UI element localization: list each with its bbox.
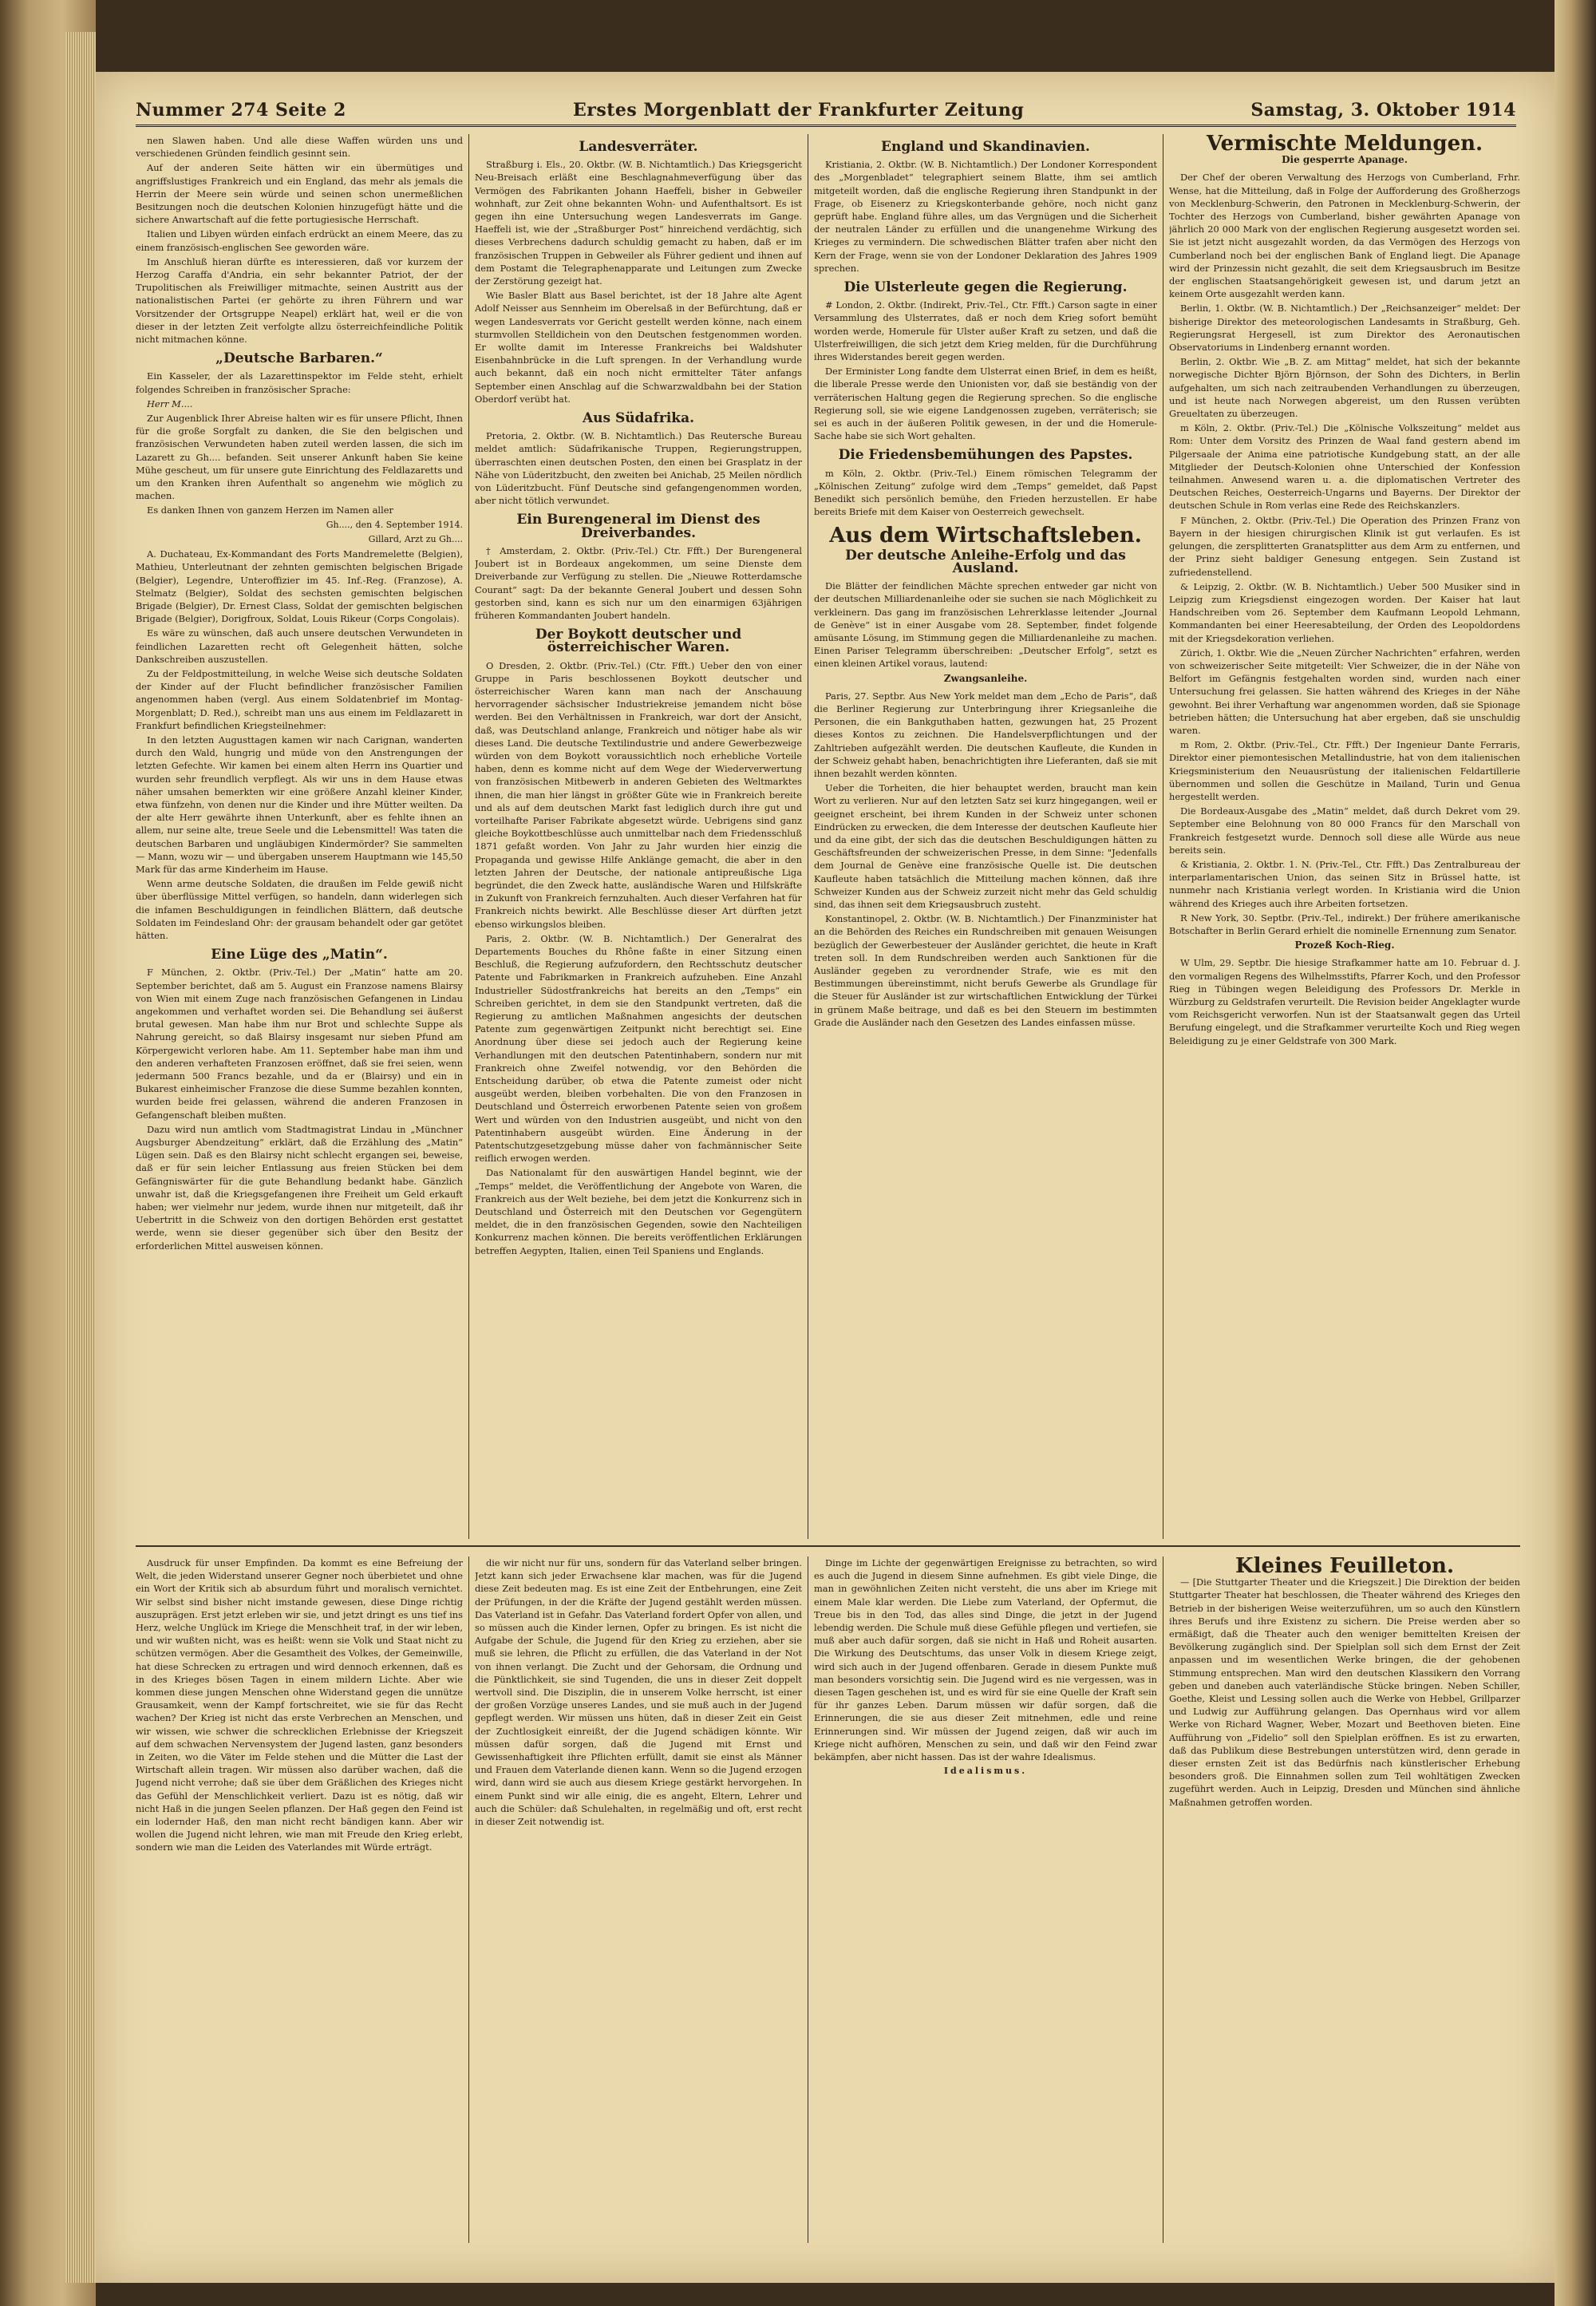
article-paragraph: Zürich, 1. Oktbr. Wie die „Neuen Zürcher Nachrichten“ erfahren, werden von schweizerischer Seite mitgeteilt: Vier Schweizer, die in der Nähe von Belfort im Gefängnis festgehalten worden sind, wurden nach einer Untersuchung frei gelassen. Sie hatten während des Krieges in der Nähe gewohnt. Bei ihrer Verhaftung war angenommen worden, daß sie Spionage betrieben hätten; die Untersuchung hat aber ergeben, daß sie unschuldig waren. [1169, 647, 1520, 736]
article-paragraph: A. Duchateau, Ex-Kommandant des Forts Mandremelette (Belgien), Mathieu, Unterleutnant der zehnten gemischten belgischen Brigade (Belgier), Legendre, Unteroffizier im 45. Inf.-Reg. (Franzose), A. Stelmatz (Belgier), Soldat des sechsten gemischten belgischen Brigade (Belgier), Dr. Ernest Class, Soldat der gemischten belgischen Brigade (Belgier), Dorigfroux, Soldat, Louis Rikeur (Corps Congolais). [136, 548, 463, 625]
headline-england-skandinavien: England und Skandinavien. [881, 139, 1090, 155]
subheading-zwangsanleihe: Zwangsanleihe. [943, 672, 1028, 684]
article-paragraph: Im Anschluß hieran dürfte es interessieren, daß vor kurzem der Herzog Caraffa d'Andria, ein sehr bekannter Patriot, der der Trupolitischen als Freiwilliger mitmachte, seinen Austritt aus der nationalistischen Partei (er gehörte zu ihren Führern und war Vorsitzender der Ortsgruppe Neapel) erklärt hat, weil er die von dieser in der letzten Zeit verfolgte allzu österreichfeindliche Politik nicht mitmachen könne. [136, 255, 463, 346]
masthead-title: Erstes Morgenblatt der Frankfurter Zeitung [572, 100, 1025, 121]
feuilleton-text: Dinge im Lichte der gegenwärtigen Ereignisse zu betrachten, so wird es auch die Jugend in diesem Sinne aufnehmen. Es gibt viele Dinge, die man in gewöhnlichen Zeiten nicht versteht, die uns aber im Kriege mit einem Male klar werden. Die Liebe zum Vaterland, der Opfermut, die Treue bis in den Tod, das alles sind Dinge, die jetzt in der Jugend lebendig werden. Die Schule muß diese Gefühle pflegen und vertiefen, sie muß aber auch dafür sorgen, daß sie nicht in Haß und Roheit ausarten. Die Wirkung des Deutschtums, das unser Volk in diesem Kriege zeigt, wird sich auch in der Jugend offenbaren. Gerade in diesem Punkte muß man besonders vorsichtig sein. Die Jugend wird es nie vergessen, was in diesen Tagen geschehen ist, und es wird für sie eine Quelle der Kraft sein für ihr ganzes Leben. Darum müssen wir dafür sorgen, daß die Erinnerungen, die sie aus dieser Zeit mitnehmen, edle und reine Erinnerungen sind. Wir müssen der Jugend zeigen, daß wir auch im Kriege nicht aufhören, Menschen zu sein, und daß wir den Feind zwar bekämpfen, aber nicht hassen. Das ist der wahre Idealismus. [814, 1557, 1157, 1763]
feuilleton-column-4 [1169, 1556, 1520, 2243]
book-binding-left [0, 0, 96, 2306]
article-paragraph: Ein Kasseler, der als Lazarettinspektor im Felde steht, erhielt folgendes Schreiben in französischer Sprache: [136, 370, 463, 395]
column-3 [814, 134, 1157, 1539]
feuilleton-column-1 [136, 1556, 463, 2243]
headline-burengeneral: Ein Burengeneral im Dienst des Dreiverbandes. [516, 512, 760, 541]
subheading-gesperrte-apanage: Die gesperrte Apanage. [1282, 154, 1408, 166]
feuilleton-text: Ausdruck für unser Empfinden. Da kommt es eine Befreiung der Welt, die jeden Widerstand unserer Gegner noch überbietet und ohne ein Wort der Kritik sich ab absurdum führt und moralisch vernichtet. Wir selbst sind bisher nicht imstande gewesen, diese Dinge richtig auszuprägen. Erst jetzt erleben wir sie, und jetzt dringt es uns tief ins Herz, welche Unglück im Kriege die Menschheit traf, in der wir leben, und wir wußten nicht, was es heißt: wenn sie Volk und Staat nicht zu schützen vermögen. Aber die Gesamtheit des Volkes, der Gemeinwille, hat diese Schrecken zu ertragen und wird dennoch erkennen, daß es in des Krieges bösen Tagen in einem mildern Lichte. Aber wie kommen diese jungen Menschen ohne Widerstand gegen die unnütze Grausamkeit, wenn der Kampf fortschreitet, wie sie für das Recht wachen? Der Krieg ist nicht das erste Verbrechen an Menschen, und wir wissen, wie schwer die schrecklichen Erlebnisse der Kriegszeit auf dem schwachen Nervensystem der Jugend lasten, ganz besonders in Zeiten, wo die Väter im Felde stehen und die Mütter die Last der Wirtschaft allein tragen. Wir müssen also darüber wachen, daß die Jugend nicht verrohe; daß sie über dem Gräßlichen des Krieges nicht das Gefühl der Menschlichkeit verliert. Dazu ist es nötig, daß wir nicht Haß in die jungen Seelen pflanzen. Der Haß gegen den Feind ist ein lodernder Haß, den man nicht recht bändigen kann. Aber wir wollen die Jugend nicht lehren, wie man mit Freude den Krieg erlebt, sondern wie man die Leiden des Vaterlandes mit Würde erträgt. [136, 1557, 463, 1853]
feuilleton-text: — [Die Stuttgarter Theater und die Kriegszeit.] Die Direktion der beiden Stuttgarter Theater hat beschlossen, die Theater während des Krieges den Betrieb in der bisherigen Weise weiterzuführen, um so auch den Künstlern ihres Berufs und ihre Existenz zu sichern. Die Preise werden aber so ermäßigt, daß die Theater auch den weniger bemittelten Kreisen der Bevölkerung zugänglich sind. Der Spielplan soll sich dem Ernst der Zeit anpassen und im wesentlichen Werke bringen, die der gehobenen Stimmung entsprechen. Man wird den deutschen Klassikern den Vorrang geben und daneben auch vaterländische Stücke bringen. Neben Schiller, Goethe, Kleist und Lessing sollen auch die Werke von Hebbel, Grillparzer und Ludwig zur Aufführung gelangen. Das Opernhaus wird vor allem Werke von Richard Wagner, Weber, Mozart und Beethoven bieten. Eine Aufführung von „Fidelio“ soll den Spielplan eröffnen. Es ist zu erwarten, daß das Publikum diese Bestrebungen unterstützen wird, denn gerade in dieser ernsten Zeit ist das Bedürfnis nach künstlerischer Erhebung besonders groß. Die Einnahmen sollen zum Teil wohltätigen Zwecken zugeführt werden. Auch in Leipzig, Dresden und München sind ähnliche Maßnahmen getroffen worden. [1169, 1576, 1520, 1808]
article-paragraph: Paris, 2. Oktbr. (W. B. Nichtamtlich.) Der Generalrat des Departements Bouches du Rhône faßte in einer Sitzung einen Beschluß, die Regierung aufzufordern, den Rechtsschutz deutscher Patente und Fabrikmarken in Frankreich aufzuheben. Eine Anzahl Industrieller Südostfrankreichs hat bereits an den „Temps“ ein Schreiben gerichtet, in dem sie den Standpunkt vertreten, daß die Regierung zu amtlichen Maßnahmen angesichts der deutschen Patente zum gegenwärtigen Zeitpunkt nicht berechtigt sei. Eine Anordnung über diese sei jedoch auch der Regierung keine Verhandlungen mit den deutschen Patentinhabern, sondern nur mit Frankreich ohne Zweifel notwendig, vor den Behörden die Entscheidung darüber, ob etwa die Patente zumeist oder nicht ausgeübt werden, bleiben vorbehalten. Die von den Franzosen in Deutschland und Österreich erworbenen Patente seien von großem Wert und würden von den Industrien ausgeübt, und nicht von den Patentinhabern ausgeübt würden. Eine Änderung in der Patentschutzgesetzgebung müsse daher von fachmännischer Seite reiflich erwogen werden. [475, 932, 802, 1165]
masthead-date: Samstag, 3. Oktober 1914 [1250, 100, 1516, 121]
headline-aus-suedafrika: Aus Südafrika. [582, 410, 695, 427]
feuilleton-column-2 [475, 1556, 802, 2243]
article-paragraph: Herr M.... [147, 398, 193, 409]
feuilleton-column-3 [814, 1556, 1157, 2243]
masthead-issue: Nummer 274 Seite 2 [136, 100, 346, 121]
headline-ulsterleute: Die Ulsterleute gegen die Regierung. [843, 279, 1128, 296]
column-1 [136, 134, 463, 1539]
section-heading-vermischte-meldungen: Vermischte Meldungen. [1206, 134, 1483, 156]
article-paragraph: W Ulm, 29. Septbr. Die hiesige Strafkammer hatte am 10. Februar d. J. den vormaligen Regens des Wilhelmsstifts, Pfarrer Koch, und den Professor Rieg in Tübingen wegen Beleidigung des Professors Dr. Merkle in Würzburg zu Geldstrafen verurteilt. Die Revision beider Angeklagter wurde vom Reichsgericht verworfen. Nun ist der Staatsanwalt gegen das Urteil Berufung eingelegt, und die Strafkammer verurteilte Koch und Rieg wegen Beleidigung zu je einer Geldstrafe von 300 Mark. [1169, 957, 1520, 1046]
article-paragraph: Der Erminister Long fandte dem Ulsterrat einen Brief, in dem es heißt, die liberale Presse werde den Unionisten vor, daß sie beständig von der verräterischen Haltung gegen die Regierung sprechen. So die englische Regierung soll, sie wie eigene Landgenossen zugeben, verräterisch; sie sei es auch in der äußeren Politik gewesen, in der und die Homerule-Sache habe sie sich Wort gehalten. [814, 366, 1157, 442]
subheading-prozess-koch-rieg: Prozeß Koch-Rieg. [1294, 939, 1395, 951]
section-heading-wirtschaftsleben: Aus dem Wirtschaftsleben. [829, 524, 1142, 548]
column-2 [475, 134, 802, 1539]
column-rule [468, 134, 469, 1539]
article-paragraph: O Dresden, 2. Oktbr. (Priv.-Tel.) (Ctr. Ffft.) Ueber den von einer Gruppe in Paris beschlossenen Boykott deutscher und österreichischer Waren kann man nach der Anschauung hervorragender sächsischer Industriekreise jemandem nicht böse werden. Bei den Verhältnissen in Frankreich, war dort der Ansicht, daß, was Deutschland anlange, Frankreich und nötiger habe als wir dieses Land. Die deutsche Textilindustrie und andere Gewerbezweige würden von dem Boykott voraussichtlich noch erhebliche Vorteile haben, denn es komme nicht auf dem Wege der Wiederverwertung von französischen Mitbewerb in anderen Gebieten des Weltmarktes ihnen, die man hier längst in größter Güte wie in Frankreich bereite und als auf dem deutschen Markt fast lediglich durch ihre gut und vorteilhafte Pariser Fabrikate abgesetzt würde. Uebrigens sind ganz gleiche Boykottbeschlüsse auch unmittelbar nach dem Friedensschluß 1871 gefaßt worden. Von Jahr zu Jahr wurden hier einzig die Propaganda und gewisse Hilfe Anklänge gemacht, die aber in den letzten Jahren der Deutsche, der nationale antipreußische Liga begründet, die den Zweck hatte, ausländische Waren und Hilfskräfte in Zukunft von Frankreich fernzuhalten. Auch dieser Verfahren hat für Frankreich nichts bewirkt. Alle Beschlüsse dieser Art dürften jetzt ebenso wirkungslos bleiben. [475, 659, 802, 930]
article-paragraph: In den letzten Augusttagen kamen wir nach Carignan, wanderten durch den Wald, hungrig und müde von den Anstrengungen der letzten Gefechte. Wir kamen bei einem alten Herrn ins Quartier und wurden sehr freundlich verpflegt. Als wir uns in dem Hause etwas näher umsahen bemerkten wir eine größere Anzahl kleiner Kinder, etwa fünfzehn, von denen nur die Kinder und ihre Mütter weilten. Da der alte Herr gewährte ihnen Unterkunft, aber es fehlte ihnen an allem, nur seine alte, treue Seele und die Lebensmittel! Was taten die deutschen Barbaren und ungläubigen Kindermörder? Sie sammelten — Mann, wozu wir — und übergaben unserem Hauptmann wie 145,50 Mark für das arme Kinderheim im Hause. [136, 734, 463, 875]
book-binding-right [1555, 0, 1596, 2306]
page-edges [65, 32, 96, 2283]
newspaper-page [96, 72, 1555, 2283]
headline-papst: Die Friedensbemühungen des Papstes. [838, 447, 1133, 464]
article-paragraph: Zu der Feldpostmitteilung, in welche Weise sich deutsche Soldaten der Kinder auf der Flucht befindlicher französischer Familien angenommen haben (vergl. Aus einem Soldatenbrief im Montag-Morgenblatt; D. Red.), schreibt man uns aus einem im Feldlazarett in Frankfurt befindlichen Kriegsteilnehmer: [136, 667, 463, 731]
article-paragraph: † Amsterdam, 2. Oktbr. (Priv.-Tel.) Ctr. Ffft.) Der Burengeneral Joubert ist in Bordeaux angekommen, um seine Dienste dem Dreiverbande zur Verfügung zu stellen. Die „Nieuwe Rotterdamsche Courant“ sagt: Da der bekannte General Joubert und dessen Sohn gestorben sind, kann es sich nur um den einarmigen 63jährigen früheren Kommandanten Joubert handeln. [475, 544, 802, 621]
article-paragraph: m Rom, 2. Oktbr. (Priv.-Tel., Ctr. Ffft.) Der Ingenieur Dante Ferraris, Direktor einer piemontesischen Metallindustrie, hat von dem italienischen Kriegsministerium den Neuausrüstung der italienischen Feldartillerie übernommen und sollen die Geschütze in Mailand, Turin und Genua hergestellt werden. [1169, 739, 1520, 802]
article-paragraph: nen Slawen haben. Und alle diese Waffen würden uns und verschiedenen Gründen feindlich gesinnt sein. [136, 135, 463, 160]
article-paragraph: m Köln, 2. Oktbr. (Priv.-Tel.) Einem römischen Telegramm der „Kölnischen Zeitung“ zufolge wird dem „Temps“ gemeldet, daß Papst Benedikt sich persönlich bemühe, den Frieden herzustellen. Er habe bereits Briefe mit dem Kaiser von Oesterreich gewechselt. [814, 467, 1157, 518]
column-4 [1169, 134, 1520, 1539]
article-paragraph: Auf der anderen Seite hätten wir ein übermütiges und angriffslustiges Frankreich und ein England, das mehr als jemals die Herrin der Meere sein würde und seinen schon unermeßlichen Besitzungen noch die deutschen Kolonien hinzugefügt hätte und die sichere Anwartschaft auf die fette portugiesische Herrschaft. [136, 162, 463, 226]
article-paragraph: Kristiania, 2. Oktbr. (W. B. Nichtamtlich.) Der Londoner Korrespondent des „Morgenbladet“ telegraphiert seinem Blatte, ihm sei amtlich mitgeteilt worden, daß die englische Regierung ihren Standpunkt in der Frage, ob Eisenerz zu Kriegskonterbande gehöre, noch nicht ganz geprüft habe. England führe alles, um das Vergnügen und die Sicherheit der neutralen Länder zu erfüllen und die unangenehme Wirkung des Krieges zu vermindern. Die schwedischen Blätter trafen aber nicht den Kern der Frage, wenn sie von der Londoner Deklaration des Jahres 1909 sprechen. [814, 159, 1157, 274]
section-heading-kleines-feuilleton: Kleines Feuilleton. [1235, 1556, 1454, 1578]
article-paragraph: Berlin, 1. Oktbr. (W. B. Nichtamtlich.) Der „Reichsanzeiger“ meldet: Der bisherige Direktor des meteorologischen Landesamts in Straßburg, Geh. Regierungsrat Hergesell, ist zum Direktor des Aeronautischen Observatoriums in Lindenberg ernannt worden. [1169, 303, 1520, 354]
article-paragraph: Es wäre zu wünschen, daß auch unsere deutschen Verwundeten in feindlichen Lazaretten recht oft Gelegenheit hätten, solche Dankschreiben auszustellen. [136, 627, 463, 665]
article-paragraph: # London, 2. Oktbr. (Indirekt, Priv.-Tel., Ctr. Ffft.) Carson sagte in einer Versammlung des Ulsterrates, daß er noch dem Krieg sofort bemüht worden werde, Homerule für Ulster außer Kraft zu setzen, und daß die Ulsterfreiwilligen, die sich jetzt dem Krieg melden, für die Durchführung ihres Widerstandes bereit gegen werden. [814, 299, 1157, 363]
headline-landesverraeter: Landesverräter. [579, 139, 698, 155]
article-paragraph: Wenn arme deutsche Soldaten, die draußen im Felde gewiß nicht über überflüssige Mittel verfügen, so handeln, dann widerlegen sich die infamen Beschuldigungen in feindlichen Blättern, daß deutsche Soldaten im Feindesland Ohr: der grausam behandelt oder gar getötet hätten. [136, 878, 463, 941]
column-rule [468, 1556, 469, 2243]
article-paragraph: Ueber die Torheiten, die hier behauptet werden, braucht man kein Wort zu verlieren. Nur auf den letzten Satz sei kurz hingegangen, weil er geeignet erscheint, bei ihrem Kunden in der Schweiz unter schonen Eindrücken zu erwecken, die dem Interesse der deutschen Kaufleute hier und da eine gibt, der sich das die deutschen Beschuldigungen hätten zu Geschäftsfreunden der schweizerischen Presse, in dem Sinne: "Jedenfalls dem Journal de Genève eine französische Quelle ist. Die deutschen Kaufleute haben tatsächlich die Mitteilung machen können, daß ihre Schweizer Kunden aus der Schweiz zurzeit nicht mehr das Geld schuldig sind, das ihnen seit dem Kriegsausbruch zusteht. [814, 782, 1157, 910]
letter-date: Gh...., den 4. September 1914. [326, 519, 463, 530]
article-paragraph: F München, 2. Oktbr. (Priv.-Tel.) Die Operation des Prinzen Franz von Bayern in der hiesigen chirurgischen Klinik ist gut verlaufen. Es ist gelungen, die zersplitterten Granatsplitter aus dem Arm zu entfernen, und der Prinz sieht baldiger Genesung entgegen. Sein Zustand ist zufriedenstellend. [1169, 514, 1520, 578]
article-paragraph: Zur Augenblick Ihrer Abreise halten wir es für unsere Pflicht, Ihnen für die große Sorgfalt zu danken, die Sie den belgischen und französischen Verwundeten haben zuteil werden lassen, die sich im Lazarett zu Gh.... befanden. Seit unserer Ankunft haben Sie keine Mühe gescheut, um für unsere gute Einrichtung des Feldlazaretts und um den Kranken ihren Aufenthalt so angenehm wie möglich zu machen. [136, 413, 463, 502]
feuilleton-text: die wir nicht nur für uns, sondern für das Vaterland selber bringen. Jetzt kann sich jeder Erwachsene klar machen, was für die Jugend diese Zeit bedeuten mag. Es ist eine Zeit der Entbehrungen, eine Zeit der Prüfungen, in der die Kräfte der Jugend gestählt werden müssen. Das Vaterland ist in Gefahr. Das Vaterland fordert Opfer von allen, und so müssen auch die Kinder lernen, Opfer zu bringen. Es ist nicht die Aufgabe der Schule, die Jugend für den Krieg zu erziehen, aber sie muß sie lehren, die Pflicht zu erfüllen, die das Vaterland in der Not von ihnen verlangt. Die Zucht und der Gehorsam, die Ordnung und die Pünktlichkeit, sie sind Tugenden, die uns in dieser Zeit doppelt wertvoll sind. Die Disziplin, die in unserem Volke herrscht, ist einer der großen Vorzüge unseres Landes, und sie muß auch in der Jugend gepflegt werden. Wir müssen uns hüten, daß in dieser Zeit ein Geist der Zuchtlosigkeit einreißt, der die Jugend schädigen könnte. Wir müssen dafür sorgen, daß die Jugend mit Ernst und Gewissenhaftigkeit ihre Pflichten erfüllt, damit sie einst als Männer und Frauen dem Vaterlande dienen kann. Wenn so die Jugend erzogen wird, dann wird sie auch aus diesem Kriege gestärkt hervorgehen. In einem Punkt sind wir alle einig, die es angeht, Eltern, Lehrer und auch die Schüler: daß Schulehalten, in regelmäßig und oft, erst recht in dieser Zeit notwendig ist. [475, 1557, 802, 1828]
article-paragraph: Der Chef der oberen Verwaltung des Herzogs von Cumberland, Frhr. Wense, hat die Mitteilung, daß in Folge der Aufforderung des Großherzogs von Mecklenburg-Schwerin, den Patronen in Mecklenburg-Schwerin, der Tochter des Herzogs von Cumberland, bisher gewährten Apanage von jährlich 20 000 Mark von der englischen Regierung ausgesetzt worden sei. Sie ist jetzt nicht ausgezahlt worden, da das Vermögen des Herzogs von Cumberland noch bei der englischen Bank of England liegt. Die Apanage wird der Prinzessin nicht gezahlt, die seit dem Kriegsausbruch im Besitze der englischen Staatsangehörigkeit gewesen ist, und darum jetzt an keinem Orte ausgezahlt werden kann. [1169, 172, 1520, 300]
article-paragraph: R New York, 30. Septbr. (Priv.-Tel., indirekt.) Der frühere amerikanische Botschafter in Berlin Gerard erhielt die nominelle Ernennung zum Senator. [1169, 912, 1520, 936]
article-paragraph: Die Blätter der feindlichen Mächte sprechen entweder gar nicht von der deutschen Milliardenanleihe oder sie suchen sie nach Möglichkeit zu verkleinern. Das gang im französischen Lehrerklasse leitender „Journal de Genève“ ist in einer Ausgabe vom 28. September, findet folgende amüsante Lösung, im Stimmung gegen die Milliardenanleihe zu machen. Einen Pariser Telegramm überschreiben: „Deutscher Erfolg“, setzt es einen kleinen Artikel voraus, lautend: [814, 580, 1157, 670]
article-paragraph: Das Nationalamt für den auswärtigen Handel beginnt, wie der „Temps“ meldet, die Veröffentlichung der Angebote von Waren, die Frankreich aus der Welt beziehe, bei dem jetzt die Konkurrenz sich in Deutschland und Österreich mit den Deutschen vor Gegengütern meldet, die in den französischen Gegenden, sowie den Nachteiligen Konkurrenz machen können. Die bereits veröffentlichen Erklärungen betreffen Aegypten, Italien, einen Teil Spaniens und Englands. [475, 1167, 802, 1256]
headline-luege-des-matin: Eine Lüge des „Matin“. [211, 947, 388, 963]
article-paragraph: Italien und Libyen würden einfach erdrückt an einem Meere, das zu einem französisch-englischen See geworden wäre. [136, 228, 463, 253]
feuilleton-divider [136, 1545, 1520, 1547]
headline-boykott: Der Boykott deutscher und österreichischer Waren. [535, 627, 742, 656]
letter-signature: Gillard, Arzt zu Gh.... [368, 533, 463, 544]
article-paragraph: & Leipzig, 2. Oktbr. (W. B. Nichtamtlich.) Ueber 500 Musiker sind in Leipzig zum Kriegsdienst eingezogen worden. Der Kaiser hat laut Handschreiben vom 26. September dem Kaufmann Leopold Lehmann, Kommandanten bei einer Heeresabteilung, der Orden des Leopoldordens mit der Kriegsdekoration verliehen. [1169, 580, 1520, 644]
headline-anleihe-erfolg: Der deutsche Anleihe-Erfolg und das Ausland. [845, 547, 1126, 576]
article-paragraph: Wie Basler Blatt aus Basel berichtet, ist der 18 Jahre alte Agent Adolf Neisser aus Sennheim im Oberelsaß in der Befürchtung, daß er wegen Landesverrats vor Gericht gestellt werden könne, nach einem sturmvollen Stelldichein von den Deutschen festgenommen worden. Er wollte damit im Interesse Frankreichs bei Waldshuter Eisenbahnbrücke in die Luft sprengen. In der Verhandlung wurde auch bekannt, daß ein noch nicht ermittelter Täter anfangs September einen Anschlag auf die Schwarzwaldbahn bei der Station Oberdorf verübt hat. [475, 290, 802, 405]
article-paragraph: m Köln, 2. Oktbr. (Priv.-Tel.) Die „Kölnische Volkszeitung“ meldet aus Rom: Unter dem Vorsitz des Prinzen de Waal fand gestern abend im Pilgersaale der Anima eine patriotische Kundgebung statt, an der alle Mitglieder der Deutsch-Kolonien ohne Unterschied der Konfession teilnahmen. Anwesend waren u. a. die diplomatischen Vertreter des Deutschen Reiches, Oesterreich-Ungarns und Bayerns. Der Direktor der deutschen Schule in Rom verlas eine Rede des Reichskanzlers. [1169, 422, 1520, 512]
feuilleton-closing-word: Idealismus. [943, 1766, 1028, 1777]
article-paragraph: Paris, 27. Septbr. Aus New York meldet man dem „Echo de Paris“, daß die Berliner Regierung zur Unterbringung ihrer Kriegsanleihe die Personen, die ein Bankguthaben hatten, gezwungen hat, 25 Prozent dieses Kontos zu zeichnen. Die Handelsverpflichtungen und der Zahltrieben aufgezählt werden. Die deutschen Kaufleute, die Kunden in der Schweiz gehabt haben, benachrichtigten ihre Lieferanten, daß sie mit ihnen bezahlt werden könnten. [814, 690, 1157, 779]
article-paragraph: Berlin, 2. Oktbr. Wie „B. Z. am Mittag“ meldet, hat sich der bekannte norwegische Dichter Björn Björnson, der Sohn des Dichters, in Berlin aufgehalten, um sich nach zeitraubenden Verhandlungen zu überzeugen, und ist heute nach Norwegen abgereist, um den Russen verübten Greueltaten zu überzeugen. [1169, 356, 1520, 420]
article-paragraph: Straßburg i. Els., 20. Oktbr. (W. B. Nichtamtlich.) Das Kriegsgericht Neu-Breisach erläßt eine Beschlagnahmeverfügung über das Vermögen des Fabrikanten Johann Haeffeli, bisher in Gebweiler wohnhaft, zur Zeit ohne bekannten Wohn- und Aufenthaltsort. Es ist gegen ihn eine Untersuchung wegen Landesverrats im Gange. Haeffeli ist, wie der „Straßburger Post“ hinreichend verdächtig, sich dieses Verbrechens dadurch schuldig gemacht zu haben, daß er im französischen Truppen in Gebweiler als Führer gedient und ihnen auf dem Postamt die Telegraphenapparate und Leitungen zum Zwecke der Zerstörung gezeigt hat. [475, 159, 802, 287]
article-paragraph: Dazu wird nun amtlich vom Stadtmagistrat Lindau in „Münchner Augsburger Abendzeitung“ erklärt, daß die Erzählung des „Matin“ Lügen sein. Daß es den Blairsy nicht schlecht ergangen sei, beweise, daß er für sein leicher Entlassung aus freien Stücken bei dem Gefängniswärter für die gute Behandlung bedankt habe. Gänzlich unwahr ist, daß die Kriegsgefangenen ihre Freiheit um Geld erkauft haben; wer vielmehr nur jedem, wurde ihnen nur mitgeteilt, daß ihr Uebertritt in die Schweiz von den dortigen Behörden erst gestattet werde, wenn sie dieser gegenüber sich über den Besitz der erforderlichen Mittel ausweisen können. [136, 1123, 463, 1252]
article-paragraph: Konstantinopel, 2. Oktbr. (W. B. Nichtamtlich.) Der Finanzminister hat an die Behörden des Reiches ein Rundschreiben mit genauen Weisungen bezüglich der Gewerbesteuer der Ausländer gerichtet, die heute in Kraft treten soll. In dem Rundschreiben werden auch Sanktionen für die Ausländer gegeben zu verordnender Strafe, wie es mit den Bestimmungen übereinstimmt, nicht berufs Gewerbe als Grundlage für die Steuer für Ausländer ist zur wirtschaftlichen Entwicklung der Türkei in grünem Maße beitrage, und daß es bei den Steuern im bestimmten Grade die Ausländer nach den Gesetzen des Landes einfassen müsse. [814, 913, 1157, 1028]
article-paragraph: F München, 2. Oktbr. (Priv.-Tel.) Der „Matin“ hatte am 20. September berichtet, daß am 5. August ein Franzose namens Blairsy von Wien mit einem Zuge nach französischen Gefangenen in Lindau angekommen und verhaftet worden sei. Die Behandlung sei äußerst brutal gewesen. Man habe ihm nur Brot und schlechte Suppe als Nahrung gereicht, so daß Blairsy insgesamt nur sieben Pfund am Körpergewicht verloren habe. Am 11. September habe man ihm und den anderen verhafteten Franzosen eröffnet, daß sie frei seien, wenn jedermann 500 Francs bezahle, und da er (Blairsy) und ein in Bukarest einheimischer Franzose die diese Summe bezahlen konnten, wurden beide frei gelassen, während die anderen Franzosen in Gefangenschaft bleiben mußten. [136, 967, 463, 1121]
article-paragraph: & Kristiania, 2. Oktbr. 1. N. (Priv.-Tel., Ctr. Ffft.) Das Zentralbureau der interparlamentarischen Union, das seinen Sitz in Brüssel hatte, ist nunmehr nach Kristiania verlegt worden. In Kristiania wird die Union während des Krieges auch ihre Arbeiten fortsetzen. [1169, 858, 1520, 909]
article-paragraph: Pretoria, 2. Oktbr. (W. B. Nichtamtlich.) Das Reutersche Bureau meldet amtlich: Südafrikanische Truppen, Regierungstruppen, überraschten einen deutschen Posten, den einen bei Grasplatz in der Nähe von Lüderitzbucht, den zweiten bei Anichab, 25 Meilen nördlich von Lüderitzbucht. Fünf Deutsche sind gefangengenommen worden, aber nicht tötlich verwundet. [475, 430, 802, 507]
article-paragraph: Die Bordeaux-Ausgabe des „Matin“ meldet, daß durch Dekret vom 29. September eine Belohnung von 80 000 Francs für den Marschall von Frankreich festgesetzt wurde. Dennoch soll diese alle Würde aus neue bereits sein. [1169, 805, 1520, 856]
masthead [136, 96, 1516, 127]
article-paragraph: Es danken Ihnen von ganzem Herzen im Namen aller [147, 504, 393, 516]
headline-deutsche-barbaren: „Deutsche Barbaren.“ [215, 350, 383, 367]
